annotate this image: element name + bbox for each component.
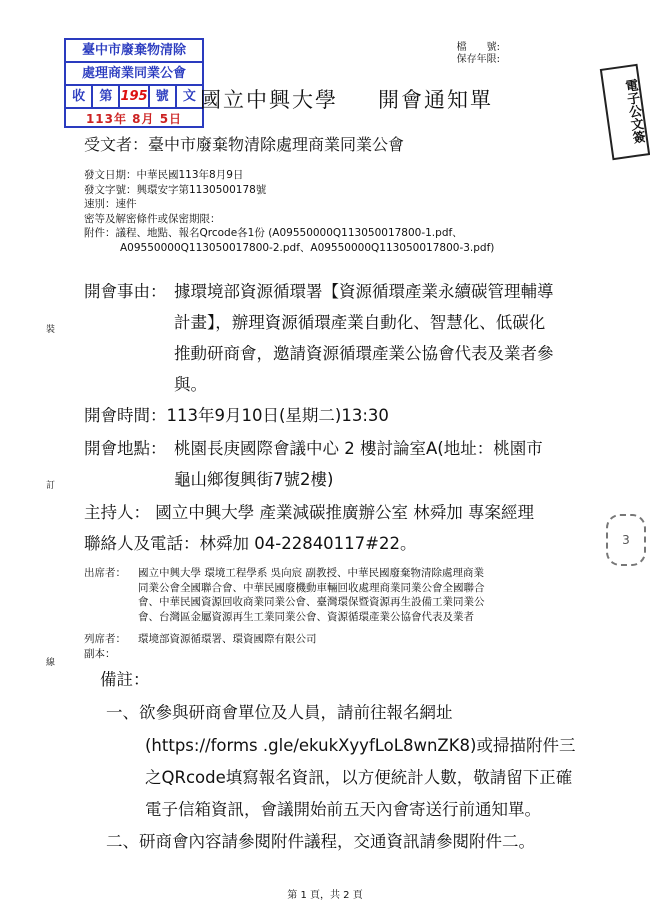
- notes-label: 備註：: [100, 670, 150, 689]
- issue-date: 發文日期：中華民國113年8月9日: [84, 169, 244, 181]
- time-value: 113年9月10日(星期二)13:30: [166, 406, 389, 425]
- reason-line1: 據環境部資源循環署【資源循環產業永續碳管理輔導: [174, 282, 554, 301]
- attendees-text: [138, 566, 485, 624]
- time-label: 開會時間：: [84, 406, 167, 425]
- observers-label: 列席者：: [84, 633, 126, 645]
- reason-line2: 計畫】，辦理資源循環產業自動化、智慧化、低碳化: [174, 313, 546, 332]
- place-text: [174, 433, 543, 495]
- note-item1-line4: 電子信箱資訊，會議開始前五天內會寄送行前通知單。: [145, 800, 541, 819]
- note-item2: 二、研商會內容請參閱附件議程，交通資訊請參閱附件二。: [106, 832, 535, 851]
- stamp-number-row: [66, 86, 202, 109]
- place-line2: 龜山鄉復興街7號2樓): [174, 470, 334, 489]
- reason-text: [174, 276, 554, 400]
- page-footer: 第 1 頁，共 2 頁: [287, 890, 363, 901]
- note-item1-line1: 一、欲參與研商會單位及人員，請前往報名網址: [106, 703, 453, 722]
- document-title: [200, 84, 493, 114]
- meeting-time: [84, 400, 389, 431]
- perforation-seal: 3: [606, 514, 646, 566]
- issue-number: 發文字號：興環安字第1130500178號: [84, 183, 267, 196]
- stamp-number-suffix: 號: [150, 86, 177, 107]
- stamp-number: 195: [120, 86, 149, 107]
- note-item1-line3: 之QRcode填寫報名資訊，以方便統計人數，敬請留下正確: [145, 768, 573, 787]
- stamp-receive: 收: [66, 86, 93, 107]
- receipt-stamp: [64, 38, 204, 128]
- reason-label: 開會事由：: [84, 282, 167, 301]
- attachment-line2: A09550000Q113050017800-2.pdf、A09550000Q113050017800-3.pdf): [120, 241, 495, 254]
- attendees-line1: 國立中興大學 環境工程學系 吳向宸 副教授、中華民國廢棄物清除處理商業: [138, 567, 485, 579]
- recipient: 受文者：臺中市廢棄物清除處理商業同業公會: [84, 135, 405, 154]
- attendees-line4: 會、台灣區金屬資源再生工業同業公會、資源循環產業公協會代表及業者: [138, 610, 474, 623]
- observers-value: 環境部資源循環署、環資國際有限公司: [138, 633, 317, 645]
- copy-label: 副本：: [84, 648, 116, 660]
- place-label: 開會地點：: [84, 439, 167, 458]
- reason-line3: 推動研商會，邀請資源循環產業公協會代表及業者參: [174, 344, 554, 363]
- secrecy: 密等及解密條件或保密期限：: [84, 212, 221, 225]
- attendees-line3: 會、中華民國資源回收商業同業公會、臺灣環保暨資源再生設備工業同業公: [138, 596, 485, 608]
- stamp-doc: 文: [182, 89, 196, 104]
- stamp-org-line2: 處理商業同業公會: [66, 63, 202, 86]
- retention-label: 保存年限:: [456, 54, 500, 65]
- reason-line4: 與。: [174, 375, 207, 394]
- binding-mark-bind: 裝: [46, 325, 56, 335]
- contact: 聯絡人及電話：林舜加 04-22840117#22。: [84, 534, 417, 553]
- stamp-org-line1: 臺中市廢棄物清除: [66, 40, 202, 63]
- binding-mark-stitch: 訂: [46, 481, 56, 491]
- file-info: [457, 42, 500, 66]
- stamp-date: 113年 8月 5日: [85, 112, 183, 126]
- stamp-number-prefix: 第: [93, 86, 120, 107]
- file-number-label: 檔 號:: [456, 42, 500, 53]
- issuing-org: 國立中興大學: [200, 88, 338, 112]
- speed: 速別：速件: [84, 198, 137, 210]
- electronic-doc-stamp: 電子公文簽: [600, 64, 650, 160]
- host: 主持人： 國立中興大學 產業減碳推廣辦公室 林舜加 專案經理: [84, 503, 534, 522]
- document-meta: [84, 168, 554, 255]
- note-item1-line2: (https://forms .gle/ekukXyyfLoL8wnZK8)或掃描附件三: [145, 736, 576, 755]
- binding-mark-line: 線: [46, 658, 56, 668]
- attendees-line2: 同業公會全國聯合會、中華民國廢機動車輛回收處理商業同業公會全國聯合: [138, 581, 485, 594]
- attendees-label: 出席者：: [84, 567, 126, 579]
- place-line1: 桃園長庚國際會議中心 2 樓討論室A(地址：桃園市: [174, 439, 543, 458]
- attachment-line1: 附件：議程、地點、報名Qrcode各1份 (A09550000Q113050017800-1.pdf、: [84, 227, 463, 239]
- doc-type: 開會通知單: [378, 88, 493, 112]
